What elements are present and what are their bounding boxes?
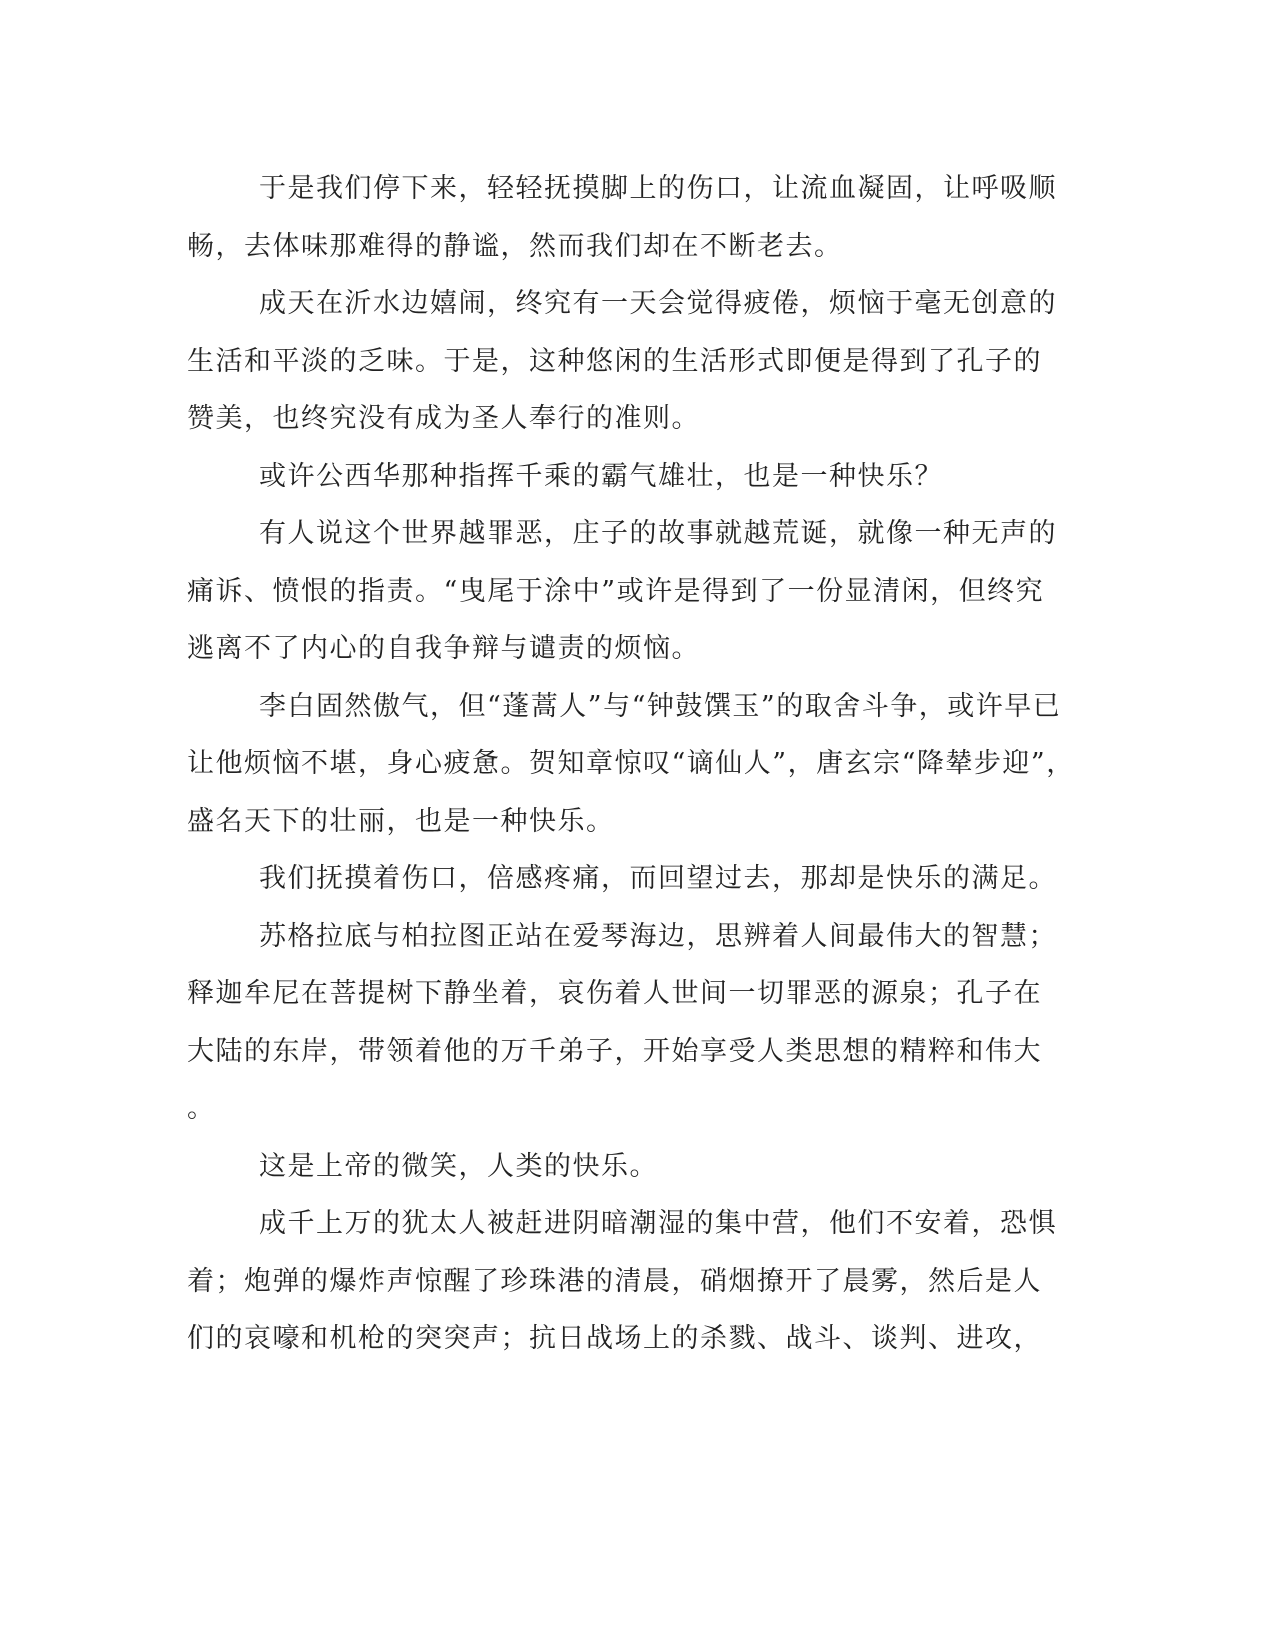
text-line: 释迦牟尼在菩提树下静坐着，哀伤着人世间一切罪恶的源泉；孔子在: [187, 978, 1042, 1009]
text-line: 生活和平淡的乏味。于是，这种悠闲的生活形式即便是得到了孔子的: [187, 345, 1042, 377]
text-line: 畅，去体味那难得的静谧，然而我们却在不断老去。: [187, 230, 843, 262]
text-line: 逃离不了内心的自我争辩与谴责的烦恼。: [187, 633, 700, 664]
text-line: 大陆的东岸，带领着他的万千弟子，开始享受人类思想的精粹和伟大: [187, 1035, 1042, 1067]
text-line: 。: [187, 1093, 216, 1124]
text-line: 成千上万的犹太人被赶进阴暗潮湿的集中营，他们不安着，恐惧: [259, 1208, 1057, 1239]
text-line: 们的哀嚎和机枪的突突声；抗日战场上的杀戮、战斗、谈判、进攻，: [187, 1323, 1042, 1354]
text-line: 让他烦恼不堪，身心疲惫。贺知章惊叹“谪仙人”，唐玄宗“降辇步迎”，: [187, 748, 1075, 779]
text-line: 我们抚摸着伤口，倍感疼痛，而回望过去，那却是快乐的满足。: [259, 863, 1057, 894]
text-line: 痛诉、愤恨的指责。“曳尾于涂中”或许是得到了一份显清闲，但终究: [187, 575, 1045, 607]
document-body: [187, 160, 1087, 1368]
text-line: 有人说这个世界越罪恶，庄子的故事就越荒诞，就像一种无声的: [259, 518, 1057, 549]
text-line: 成天在沂水边嬉闹，终究有一天会觉得疲倦，烦恼于毫无创意的: [259, 288, 1057, 319]
text-line: 李白固然傲气，但“蓬蒿人”与“钟鼓馔玉”的取舍斗争，或许早已: [259, 690, 1062, 722]
text-line: 这是上帝的微笑，人类的快乐。: [259, 1150, 658, 1182]
text-line: 着；炮弹的爆炸声惊醒了珍珠港的清晨，硝烟撩开了晨雾，然后是人: [187, 1265, 1042, 1297]
text-line: 赞美，也终究没有成为圣人奉行的准则。: [187, 403, 700, 434]
text-line: 或许公西华那种指挥千乘的霸气雄壮，也是一种快乐？: [259, 460, 943, 492]
text-line: 苏格拉底与柏拉图正站在爱琴海边，思辨着人间最伟大的智慧；: [259, 920, 1057, 952]
text-line: 盛名天下的壮丽，也是一种快乐。: [187, 805, 615, 837]
text-line: 于是我们停下来，轻轻抚摸脚上的伤口，让流血凝固，让呼吸顺: [259, 173, 1057, 204]
